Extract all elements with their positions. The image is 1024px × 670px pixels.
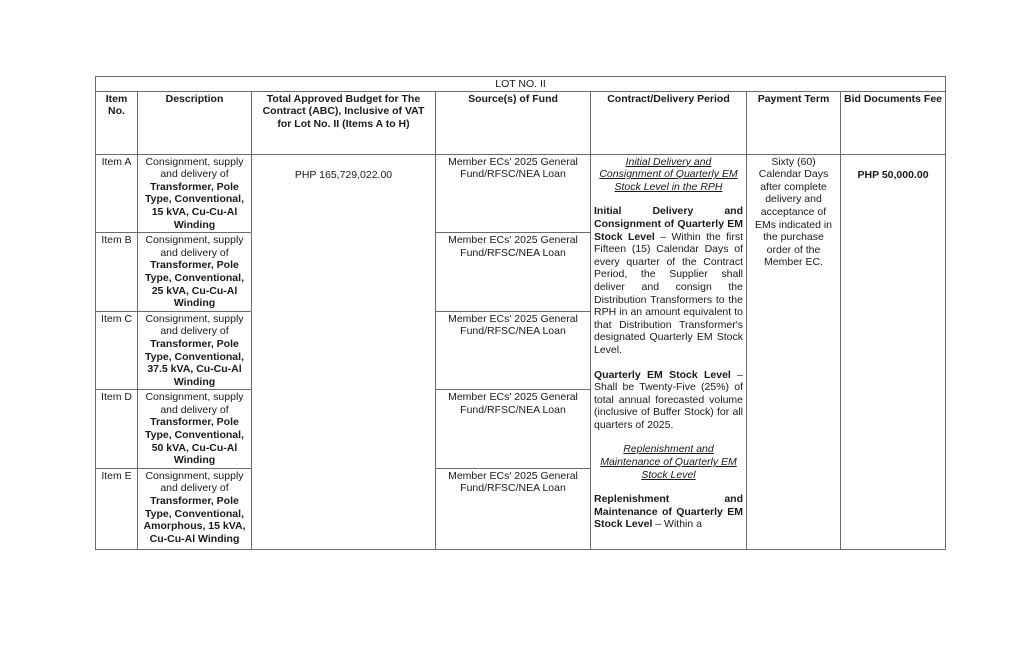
header-abc: Total Approved Budget for The Contract (ABC), Inclusive of VAT for Lot No. II (Items A to H) xyxy=(252,91,436,154)
item-description xyxy=(138,468,252,549)
item-description xyxy=(138,311,252,390)
item-source: Member ECs' 2025 General Fund/RFSC/NEA Loan xyxy=(436,233,591,312)
item-no: Item D xyxy=(96,390,138,469)
bid-fee-value: PHP 50,000.00 xyxy=(841,154,946,549)
desc-plain: Consignment, supply and delivery of xyxy=(145,155,244,181)
item-description xyxy=(138,154,252,233)
item-no: Item B xyxy=(96,233,138,312)
header-period: Contract/Delivery Period xyxy=(591,91,747,154)
desc-bold: Transformer, Pole Type, Conventional, 37.5 kVA, Cu-Cu-Al Winding xyxy=(145,337,244,388)
lot-table xyxy=(95,76,946,550)
item-description xyxy=(138,390,252,469)
item-description xyxy=(138,233,252,312)
desc-bold: Transformer, Pole Type, Conventional, 50 kVA, Cu-Cu-Al Winding xyxy=(145,416,244,467)
abc-value: PHP 165,729,022.00 xyxy=(252,154,436,549)
desc-bold: Transformer, Pole Type, Conventional, Amorphous, 15 kVA, Cu-Cu-Al Winding xyxy=(143,495,246,545)
header-payment: Payment Term xyxy=(747,91,841,154)
lot-title: LOT NO. II xyxy=(96,77,946,92)
header-source: Source(s) of Fund xyxy=(436,91,591,154)
desc-bold: Transformer, Pole Type, Conventional, 25 kVA, Cu-Cu-Al Winding xyxy=(145,259,244,310)
item-no: Item C xyxy=(96,311,138,390)
table-row xyxy=(96,154,946,233)
item-source: Member ECs' 2025 General Fund/RFSC/NEA Loan xyxy=(436,390,591,469)
period-para-1: Initial Delivery and Consignment of Quarterly EM Stock Level – Within the first Fifteen (15) Calendar Days of every quarter of the Contract Period, the Supplier shall deliver and consign the Distribution Transformers to the RPH in an amount equivalent to that Distribution Transformer's designated Quarterly EM Stock Level. xyxy=(594,205,743,356)
period-heading-1: Initial Delivery and Consignment of Quarterly EM Stock Level in the RPH xyxy=(599,155,738,193)
header-description: Description xyxy=(138,91,252,154)
desc-bold: Transformer, Pole Type, Conventional, 15 kVA, Cu-Cu-Al Winding xyxy=(145,180,244,231)
item-source: Member ECs' 2025 General Fund/RFSC/NEA Loan xyxy=(436,468,591,549)
lot-table-container xyxy=(95,76,945,550)
period-cell xyxy=(591,154,747,549)
desc-plain: Consignment, supply and delivery of xyxy=(145,234,244,259)
desc-plain: Consignment, supply and delivery of xyxy=(145,469,244,495)
payment-term: Sixty (60) Calendar Days after complete delivery and acceptance of EMs indicated in the purchase order of the Member EC. xyxy=(747,154,841,549)
item-source: Member ECs' 2025 General Fund/RFSC/NEA Loan xyxy=(436,154,591,233)
desc-plain: Consignment, supply and delivery of xyxy=(145,312,244,338)
desc-plain: Consignment, supply and delivery of xyxy=(145,391,244,416)
period-para-3: Replenishment and Maintenance of Quarterly EM Stock Level – Within a xyxy=(594,493,743,531)
item-no: Item E xyxy=(96,468,138,549)
period-heading-2: Replenishment and Maintenance of Quarterly EM Stock Level xyxy=(600,443,737,481)
item-source: Member ECs' 2025 General Fund/RFSC/NEA Loan xyxy=(436,311,591,390)
header-bid-fee: Bid Documents Fee xyxy=(841,91,946,154)
item-no: Item A xyxy=(96,154,138,233)
period-para-2: Quarterly EM Stock Level – Shall be Twenty-Five (25%) of total annual forecasted volume (inclusive of Buffer Stock) for all quarters of 2025. xyxy=(594,368,743,431)
header-item-no: Item No. xyxy=(96,91,138,154)
